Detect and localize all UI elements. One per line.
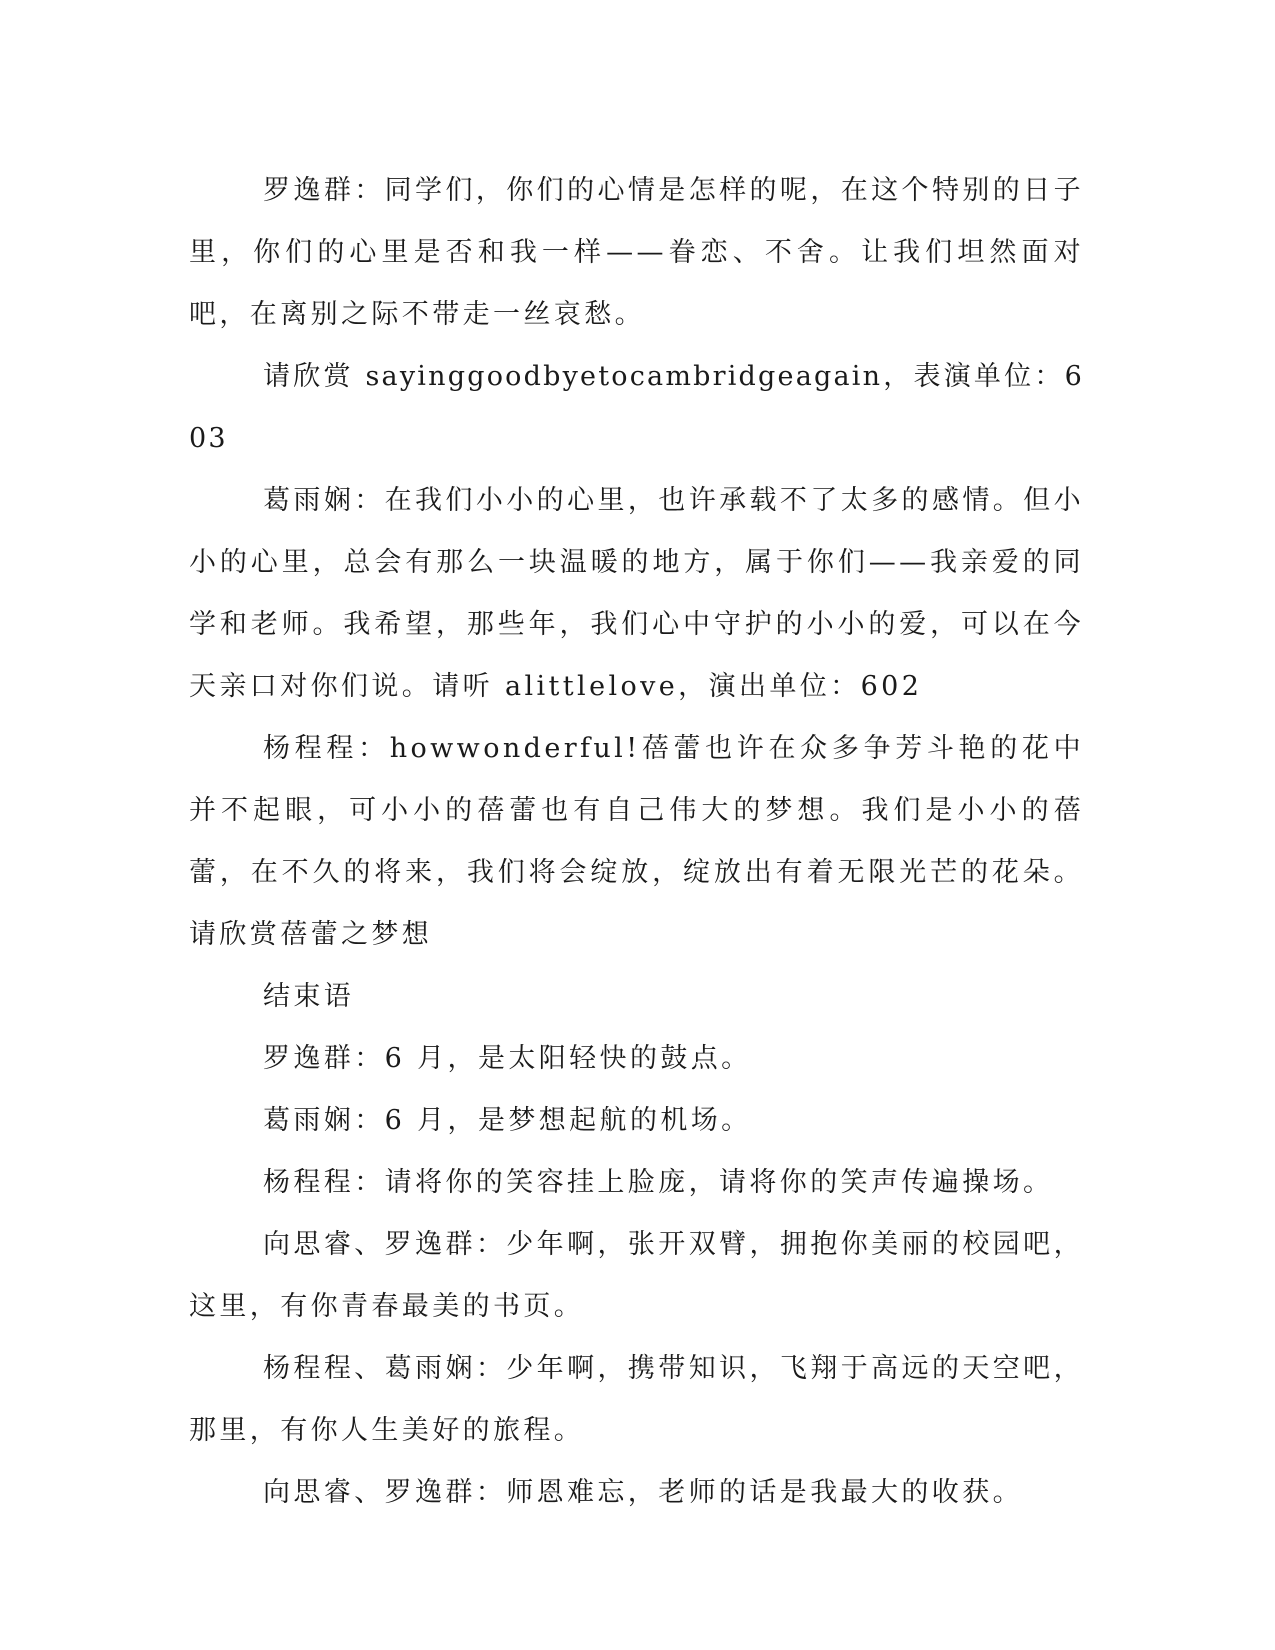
paragraph-yang-bud-dream: 杨程程：howwonderful!蓓蕾也许在众多争芳斗艳的花中并不起眼，可小小的蓓蕾也有自己伟大的梦想。我们是小小的蓓蕾，在不久的将来，我们将会绽放，绽放出有着无限光芒的花朵。请欣赏蓓蕾之梦想: [189, 733, 1084, 950]
section-heading-closing: 结束语: [263, 981, 355, 1012]
paragraph-luo-opening: 罗逸群：同学们，你们的心情是怎样的呢，在这个特别的日子里，你们的心里是否和我一样——眷恋、不舍。让我们坦然面对吧，在离别之际不带走一丝哀愁。: [189, 175, 1084, 330]
paragraph-xiang-luo-campus: 向思睿、罗逸群：少年啊，张开双臂，拥抱你美丽的校园吧，这里，有你青春最美的书页。: [189, 1229, 1084, 1322]
document-body: [189, 160, 1084, 1524]
paragraph-yang-ge-sky: 杨程程、葛雨娴：少年啊，携带知识，飞翔于高远的天空吧，那里，有你人生美好的旅程。: [189, 1353, 1084, 1446]
paragraph-ge-little-love: 葛雨娴：在我们小小的心里，也许承载不了太多的感情。但小小的心里，总会有那么一块温暖的地方，属于你们——我亲爱的同学和老师。我希望，那些年，我们心中守护的小小的爱，可以在今天亲口对你们说。请听 alittlelove，演出单位：602: [189, 485, 1084, 702]
paragraph-luo-june: 罗逸群：6 月，是太阳轻快的鼓点。: [263, 1043, 752, 1074]
paragraph-ge-june: 葛雨娴：6 月，是梦想起航的机场。: [263, 1105, 752, 1136]
paragraph-yang-smile: 杨程程：请将你的笑容挂上脸庞，请将你的笑声传遍操场。: [263, 1167, 1054, 1198]
paragraph-performance-603: 请欣赏 sayinggoodbyetocambridgeagain，表演单位：603: [189, 361, 1084, 454]
paragraph-xiang-luo-teacher: 向思睿、罗逸群：师恩难忘，老师的话是我最大的收获。: [263, 1477, 1023, 1508]
